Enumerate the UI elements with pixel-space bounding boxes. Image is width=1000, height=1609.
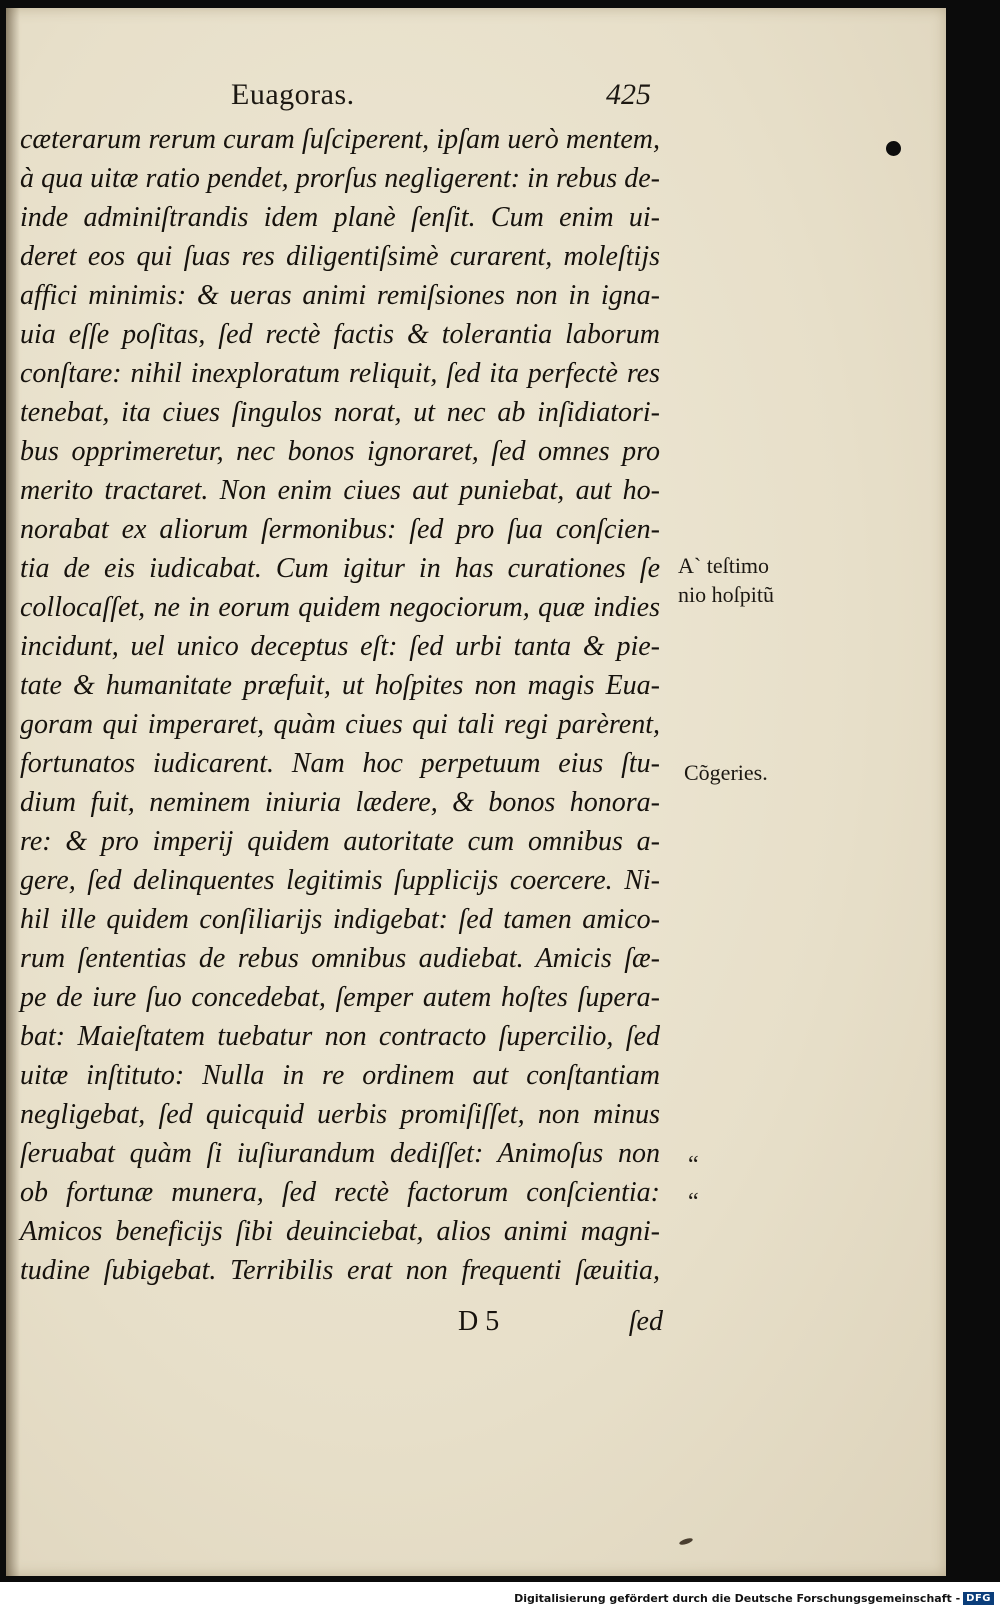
running-title: Euagoras.: [231, 78, 355, 111]
text-line: pe de iure ſuo concedebat, ſemper autem hoſtes ſupera-: [20, 982, 660, 1013]
marginal-quote-mark: “: [688, 1152, 699, 1178]
page-number: 425: [606, 78, 651, 111]
dfg-logo: DFG: [963, 1592, 994, 1605]
marginal-quote-mark: “: [688, 1189, 699, 1215]
text-line: inde adminiſtrandis idem planè ſenſit. Cum enim ui-: [20, 202, 660, 233]
text-line: Amicos beneficijs ſibi deuinciebat, alios animi magni-: [20, 1216, 660, 1247]
text-line: uia eſſe poſitas, ſed rectè factis & tolerantia laborum: [20, 319, 660, 350]
text-line: tenebat, ita ciues ſingulos norat, ut nec ab inſidiatori-: [20, 397, 660, 428]
marginal-note-line: nio hoſpitũ: [678, 582, 774, 607]
book-page: [6, 8, 946, 1576]
text-line: conſtare: nihil inexploratum reliquit, ſed ita perfectè res: [20, 358, 660, 389]
ink-dot: [886, 141, 901, 156]
text-line: tudine ſubigebat. Terribilis erat non frequenti ſæuitia,: [20, 1255, 660, 1286]
signature-mark: D 5: [458, 1306, 500, 1337]
text-line: ſeruabat quàm ſi iuſiurandum dediſſet: Animoſus non: [20, 1138, 660, 1169]
text-line: hil ille quidem conſiliarijs indigebat: ſed tamen amico-: [20, 904, 660, 935]
text-line: cæterarum rerum curam ſuſciperent, ipſam uerò mentem,: [20, 124, 660, 155]
text-line: merito tractaret. Non enim ciues aut puniebat, aut ho-: [20, 475, 660, 506]
marginal-note-congeries: Cõgeries.: [684, 760, 768, 785]
text-line: tate & humanitate præfuit, ut hoſpites non magis Eua-: [20, 670, 660, 701]
text-line: bus opprimeretur, nec bonos ignoraret, ſed omnes pro: [20, 436, 660, 467]
binding-shadow: [6, 8, 20, 1576]
text-line: affici minimis: & ueras animi remiſsiones non in igna-: [20, 280, 660, 311]
text-line: deret eos qui ſuas res diligentiſsimè curarent, moleſtijs: [20, 241, 660, 272]
text-line: goram qui imperaret, quàm ciues qui tali regi parèrent,: [20, 709, 660, 740]
text-line: dium fuit, neminem iniuria lædere, & bonos honora-: [20, 787, 660, 818]
text-line: fortunatos iudicarent. Nam hoc perpetuum eius ſtu-: [20, 748, 660, 779]
text-line: collocaſſet, ne in eorum quidem negociorum, quæ indies: [20, 592, 660, 623]
marginal-note-testimonio: [678, 551, 774, 609]
text-line: incidunt, uel unico deceptus eſt: ſed urbi tanta & pie-: [20, 631, 660, 662]
text-line: tia de eis iudicabat. Cum igitur in has curationes ſe: [20, 553, 660, 584]
catchword: ſed: [628, 1306, 663, 1337]
text-line: uitæ inſtituto: Nulla in re ordinem aut conſtantiam: [20, 1060, 660, 1091]
text-line: rum ſententias de rebus omnibus audiebat. Amicis ſæ-: [20, 943, 660, 974]
text-line: gere, ſed delinquentes legitimis ſupplicijs coercere. Ni-: [20, 865, 660, 896]
ink-smudge: [679, 1537, 694, 1546]
signature-line: [458, 1306, 663, 1346]
digitization-credit: [514, 1590, 994, 1606]
text-line: norabat ex aliorum ſermonibus: ſed pro ſua conſcien-: [20, 514, 660, 545]
text-line: ob fortunæ munera, ſed rectè factorum conſcientia:: [20, 1177, 660, 1208]
text-line: à qua uitæ ratio pendet, prorſus negligerent: in rebus de-: [20, 163, 660, 194]
text-line: negligebat, ſed quicquid uerbis promiſiſſet, non minus: [20, 1099, 660, 1130]
running-head: [231, 78, 651, 118]
credit-text: Digitalisierung gefördert durch die Deutsche Forschungsgemeinschaft -: [514, 1591, 961, 1605]
text-line: re: & pro imperij quidem autoritate cum omnibus a-: [20, 826, 660, 857]
marginal-note-line: A` teſtimo: [678, 553, 770, 578]
text-line: bat: Maieſtatem tuebatur non contracto ſupercilio, ſed: [20, 1021, 660, 1052]
body-text: [20, 120, 660, 1290]
